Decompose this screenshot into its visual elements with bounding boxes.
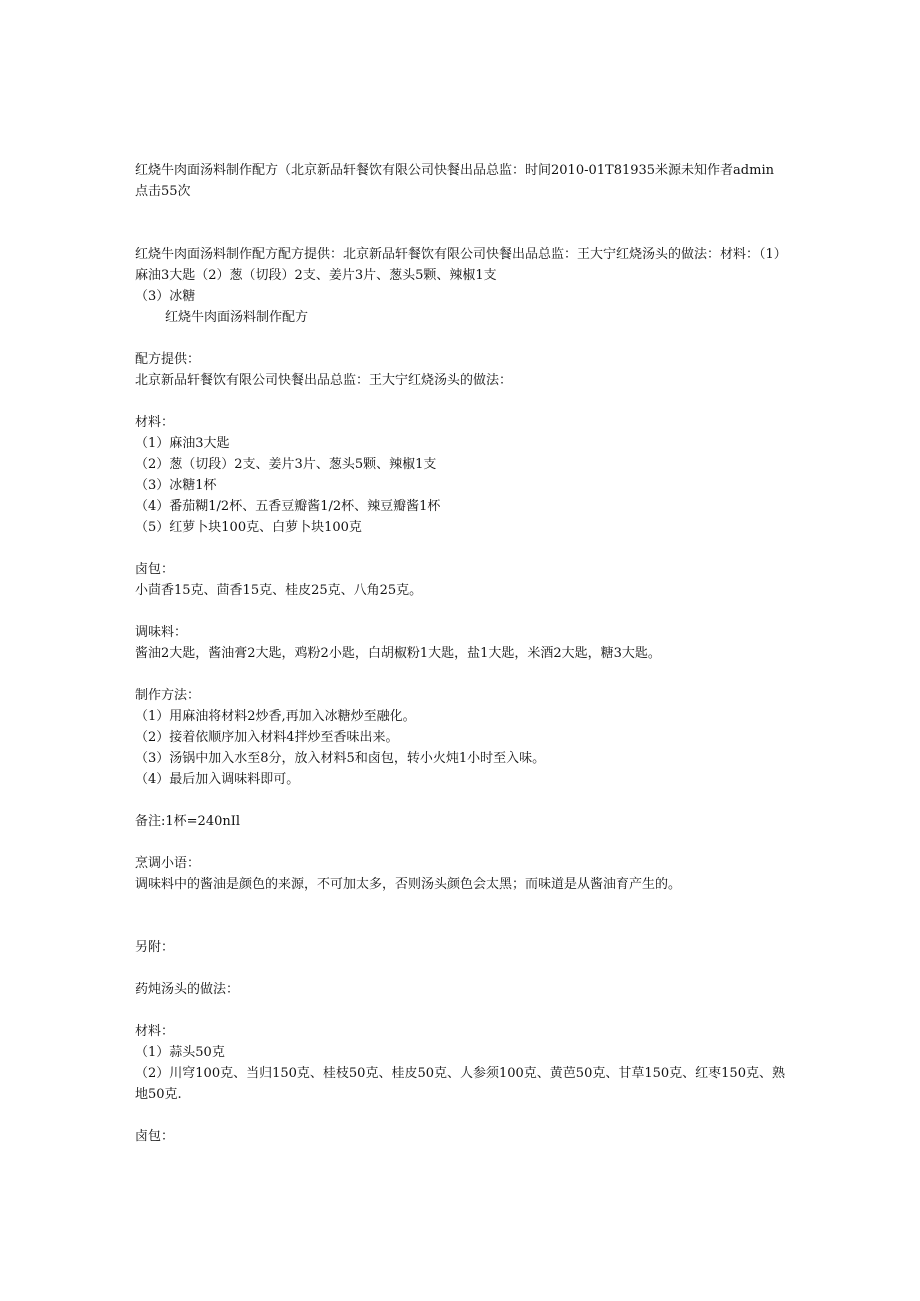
method-step: （3）汤锅中加入水至8分，放入材料5和卤包，转小火炖1小时至入味。 xyxy=(135,751,546,766)
material-item: （2）葱（切段）2支、姜片3片、葱头5颗、辣椒1支 xyxy=(135,457,437,472)
herbal-material-item: （2）川穹100克、当归150克、桂枝50克、桂皮50克、人参须100克、黄芭50克、甘草150克、红枣150克、熟地50克. xyxy=(135,1066,785,1102)
intro-continuation: （3）冰糖 xyxy=(135,289,196,304)
document-body xyxy=(135,160,785,1147)
appendix-label: 另附： xyxy=(135,940,175,955)
seasoning-text: 酱油2大匙，酱油膏2大匙，鸡粉2小匙，白胡椒粉1大匙，盐1大匙，米酒2大匙，糖3大匙。 xyxy=(135,646,661,661)
herbal-materials-label: 材料： xyxy=(135,1024,175,1039)
material-item: （4）番茄糊1/2杯、五香豆瓣酱1/2杯、辣豆瓣酱1杯 xyxy=(135,499,441,514)
provider-label: 配方提供： xyxy=(135,352,201,367)
tips-label: 烹调小语： xyxy=(135,856,201,871)
provider-text: 北京新品轩餐饮有限公司快餐出品总监：王大宁红烧汤头的做法： xyxy=(135,373,513,388)
method-label: 制作方法： xyxy=(135,688,201,703)
tips-text: 调味料中的酱油是颜色的来源，不可加太多，否则汤头颜色会太黑；而味道是从酱油育产生的。 xyxy=(135,877,682,892)
intro-paragraph: 红烧牛肉面汤料制作配方配方提供：北京新品轩餐饮有限公司快餐出品总监：王大宁红烧汤头的做法：材料：（1）麻油3大匙（2）葱（切段）2支、姜片3片、葱头5颗、辣椒1支 xyxy=(135,247,781,283)
document-header: 红烧牛肉面汤料制作配方（北京新品轩餐饮有限公司快餐出品总监：时间2010-01T81935米源未知作者admin点击55次 xyxy=(135,163,774,199)
spice-label: 卤包： xyxy=(135,562,175,577)
material-item: （1）麻油3大匙 xyxy=(135,436,230,451)
herbal-material-item: （1）蒜头50克 xyxy=(135,1045,225,1060)
note: 备注:1杯=240nIl xyxy=(135,814,241,829)
recipe-subtitle: 红烧牛肉面汤料制作配方 xyxy=(165,310,309,325)
spice-text: 小茴香15克、茴香15克、桂皮25克、八角25克。 xyxy=(135,583,423,598)
herbal-title: 药炖汤头的做法： xyxy=(135,982,240,997)
material-item: （3）冰糖1杯 xyxy=(135,478,217,493)
method-step: （4）最后加入调味料即可。 xyxy=(135,772,300,787)
herbal-spice-label: 卤包： xyxy=(135,1129,175,1144)
method-step: （2）接着依顺序加入材料4拌炒至香味出来。 xyxy=(135,730,399,745)
seasoning-label: 调味料： xyxy=(135,625,188,640)
method-step: （1）用麻油将材料2炒香,再加入冰糖炒至融化。 xyxy=(135,709,416,724)
materials-label: 材料： xyxy=(135,415,175,430)
material-item: （5）红萝卜块100克、白萝卜块100克 xyxy=(135,520,362,535)
